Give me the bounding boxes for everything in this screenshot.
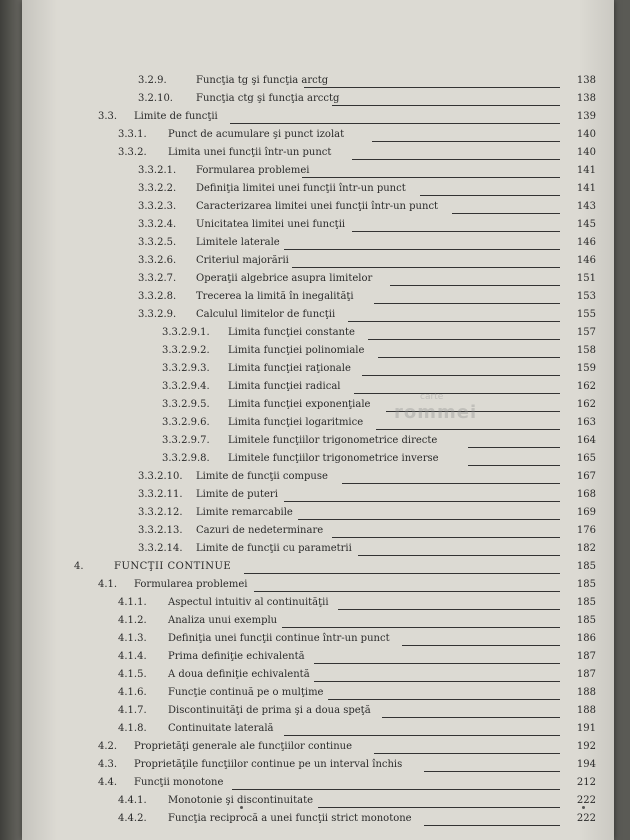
toc-entry-title: Limite remarcabile	[196, 507, 293, 518]
toc-leader-line	[348, 321, 560, 322]
toc-entry	[22, 774, 614, 792]
toc-entry-title: Limita funcţiei raţionale	[228, 363, 351, 374]
toc-entry	[22, 504, 614, 522]
toc-entry-number: 3.3.	[98, 111, 118, 122]
toc-entry-title: Limite de funcţii compuse	[196, 471, 328, 482]
toc-leader-line	[352, 231, 560, 232]
toc-entry-page: 141	[576, 165, 596, 176]
toc-entry	[22, 306, 614, 324]
toc-entry-number: 3.3.2.9.7.	[162, 435, 210, 446]
toc-entry-page: 192	[576, 741, 596, 752]
toc-entry-page: 138	[576, 93, 596, 104]
toc-entry-title: Funcţie continuă pe o mulţime	[168, 687, 324, 698]
watermark-line2: rommei	[394, 402, 478, 423]
toc-entry-number: 4.4.1.	[118, 795, 147, 806]
toc-entry-title: Limita funcţiei radical	[228, 381, 341, 392]
toc-entry-number: 3.3.1.	[118, 129, 147, 140]
toc-entry-number: 4.4.	[98, 777, 118, 788]
toc-entry	[22, 594, 614, 612]
toc-leader-line	[468, 465, 560, 466]
toc-entry-number: 3.3.2.2.	[138, 183, 177, 194]
toc-entry-title: Limitele funcţiilor trigonometrice directe	[228, 435, 438, 446]
toc-entry-title: Proprietăţile funcţiilor continue pe un interval închis	[134, 759, 403, 770]
toc-entry-number: 4.1.2.	[118, 615, 147, 626]
toc-entry-page: 212	[576, 777, 596, 788]
toc-entry-number: 3.3.2.6.	[138, 255, 177, 266]
toc-entry-title: Limite de funcţii	[134, 111, 218, 122]
toc-leader-line	[342, 483, 560, 484]
toc-entry-number: 4.1.1.	[118, 597, 147, 608]
toc-leader-line	[284, 249, 560, 250]
toc-entry-page: 176	[576, 525, 596, 536]
toc-leader-line	[338, 609, 560, 610]
toc-leader-line	[298, 519, 560, 520]
toc-entry-title: Limita funcţiei exponenţiale	[228, 399, 371, 410]
toc-entry	[22, 666, 614, 684]
toc-entry-number: 4.4.2.	[118, 813, 147, 824]
toc-entry	[22, 612, 614, 630]
toc-entry-title: Caracterizarea limitei unei funcţii într-un punct	[196, 201, 439, 212]
toc-leader-line	[304, 87, 560, 88]
toc-entry	[22, 234, 614, 252]
toc-entry-number: 3.3.2.	[118, 147, 147, 158]
toc-entry-title: Discontinuităţi de prima şi a doua speţă	[168, 705, 371, 716]
toc-entry-title: Limita funcţiei polinomiale	[228, 345, 365, 356]
toc-entry-number: 3.3.2.13.	[138, 525, 183, 536]
toc-entry-page: 194	[576, 759, 596, 770]
toc-leader-line	[244, 573, 560, 574]
toc-entry	[22, 252, 614, 270]
toc-entry-page: 185	[576, 579, 596, 590]
toc-leader-line	[358, 555, 560, 556]
toc-entry-number: 3.3.2.9.4.	[162, 381, 210, 392]
toc-entry-page: 146	[576, 255, 596, 266]
toc-entry-title: Operaţii algebrice asupra limitelor	[196, 273, 373, 284]
toc-entry-page: 185	[576, 597, 596, 608]
toc-entry-number: 4.1.8.	[118, 723, 147, 734]
toc-entry	[22, 108, 614, 126]
toc-entry-title: Trecerea la limită în inegalităţi	[196, 291, 354, 302]
toc-entry	[22, 216, 614, 234]
toc-entry-page: 155	[576, 309, 596, 320]
toc-leader-line	[382, 717, 560, 718]
toc-entry-number: 3.3.2.9.3.	[162, 363, 210, 374]
toc-entry	[22, 198, 614, 216]
toc-entry-number: 4.1.	[98, 579, 118, 590]
toc-entry	[22, 72, 614, 90]
toc-entry-number: 3.2.10.	[138, 93, 173, 104]
toc-entry-page: 140	[576, 147, 596, 158]
toc-entry-page: 169	[576, 507, 596, 518]
toc-entry	[22, 432, 614, 450]
toc-entry	[22, 270, 614, 288]
toc-entry-number: 3.3.2.14.	[138, 543, 183, 554]
toc-leader-line	[332, 537, 560, 538]
toc-entry-number: 3.3.2.9.2.	[162, 345, 210, 356]
toc-entry-page: 188	[576, 705, 596, 716]
toc-entry-page: 185	[576, 561, 596, 572]
toc-entry-number: 3.3.2.9.8.	[162, 453, 210, 464]
toc-entry	[22, 540, 614, 558]
toc-entry	[22, 810, 614, 828]
toc-entry-title: Limitele funcţiilor trigonometrice inverse	[228, 453, 439, 464]
toc-entry-number: 3.3.2.9.6.	[162, 417, 210, 428]
toc-leader-line	[420, 195, 560, 196]
toc-entry	[22, 288, 614, 306]
toc-entry-title: Funcţia reciprocă a unei funcţii strict monotone	[168, 813, 412, 824]
toc-leader-line	[230, 123, 560, 124]
toc-leader-line	[468, 447, 560, 448]
toc-entry	[22, 342, 614, 360]
toc-entry-page: 143	[576, 201, 596, 212]
toc-leader-line	[424, 771, 560, 772]
toc-entry	[22, 486, 614, 504]
toc-entry-title: Prima definiţie echivalentă	[168, 651, 305, 662]
toc-entry	[22, 756, 614, 774]
toc-leader-line	[374, 303, 560, 304]
watermark	[394, 392, 484, 422]
toc-entry-page: 185	[576, 615, 596, 626]
toc-entry-title: Limite de funcţii cu parametrii	[196, 543, 352, 554]
toc-entry-page: 187	[576, 669, 596, 680]
toc-entry-page: 191	[576, 723, 596, 734]
toc-entry-page: 168	[576, 489, 596, 500]
toc-entry	[22, 396, 614, 414]
toc-leader-line	[284, 735, 560, 736]
watermark-line1: carte	[420, 392, 444, 402]
toc-entry-page: 167	[576, 471, 596, 482]
toc-entry-title: Funcţia tg şi funcţia arctg	[196, 75, 329, 86]
toc-entry-title: Criteriul majorării	[196, 255, 289, 266]
toc-entry	[22, 702, 614, 720]
toc-entry-title: Continuitate laterală	[168, 723, 274, 734]
toc-leader-line	[390, 285, 560, 286]
toc-entry-page: 157	[576, 327, 596, 338]
toc-entry	[22, 360, 614, 378]
toc-leader-line	[376, 429, 560, 430]
toc-entry-number: 4.1.7.	[118, 705, 147, 716]
toc-entry	[22, 630, 614, 648]
toc-entry-number: 3.2.9.	[138, 75, 167, 86]
toc-entry-number: 4.1.5.	[118, 669, 147, 680]
toc-entry-title: Monotonie şi discontinuitate	[168, 795, 314, 806]
toc-entry-number: 3.3.2.8.	[138, 291, 177, 302]
toc-entry-title: Limite de puteri	[196, 489, 278, 500]
toc-entry-title: Analiza unui exemplu	[168, 615, 278, 626]
toc-entry-title: Limita funcţiei logaritmice	[228, 417, 364, 428]
toc-entry-title: FUNCŢII CONTINUE	[114, 561, 232, 572]
toc-entry-number: 3.3.2.12.	[138, 507, 183, 518]
toc-entry	[22, 522, 614, 540]
toc-entry	[22, 450, 614, 468]
toc-leader-line	[284, 501, 560, 502]
toc-entry-page: 164	[576, 435, 596, 446]
toc-entry-number: 3.3.2.7.	[138, 273, 177, 284]
toc-entry	[22, 576, 614, 594]
toc-entry	[22, 738, 614, 756]
toc-entry-title: Funcţii monotone	[134, 777, 224, 788]
toc-entry-title: Definiţia limitei unei funcţii într-un punct	[196, 183, 406, 194]
toc-entry-number: 4.1.4.	[118, 651, 147, 662]
toc-leader-line	[292, 267, 560, 268]
toc-entry-page: 222	[576, 813, 596, 824]
toc-entry-title: Punct de acumulare şi punct izolat	[168, 129, 345, 140]
toc-entry	[22, 378, 614, 396]
paper-speck	[240, 806, 243, 809]
toc-entry	[22, 414, 614, 432]
toc-entry	[22, 648, 614, 666]
toc-leader-line	[378, 357, 560, 358]
toc-entry-number: 4.2.	[98, 741, 118, 752]
toc-entry-page: 145	[576, 219, 596, 230]
toc-leader-line	[332, 105, 560, 106]
toc-entry-title: Calculul limitelor de funcţii	[196, 309, 336, 320]
toc-entry	[22, 558, 614, 576]
toc-entry	[22, 90, 614, 108]
toc-leader-line	[402, 645, 560, 646]
toc-entry-page: 162	[576, 399, 596, 410]
toc-entry-number: 3.3.2.4.	[138, 219, 177, 230]
toc-entry-title: Limita unei funcţii într-un punct	[168, 147, 332, 158]
toc-entry-page: 159	[576, 363, 596, 374]
toc-leader-line	[282, 627, 560, 628]
toc-entry-page: 182	[576, 543, 596, 554]
table-of-contents	[22, 0, 614, 840]
toc-entry-page: 222	[576, 795, 596, 806]
toc-entry-title: Proprietăţi generale ale funcţiilor continue	[134, 741, 353, 752]
toc-entry-title: Limita funcţiei constante	[228, 327, 355, 338]
toc-leader-line	[452, 213, 560, 214]
toc-entry-number: 3.3.2.11.	[138, 489, 183, 500]
toc-entry-title: Cazuri de nedeterminare	[196, 525, 324, 536]
toc-entry-page: 163	[576, 417, 596, 428]
toc-entry-number: 3.3.2.1.	[138, 165, 177, 176]
toc-leader-line	[302, 177, 560, 178]
toc-leader-line	[374, 753, 560, 754]
toc-entry-title: Aspectul intuitiv al continuităţii	[168, 597, 329, 608]
toc-entry	[22, 126, 614, 144]
toc-entry	[22, 324, 614, 342]
toc-entry-page: 188	[576, 687, 596, 698]
toc-leader-line	[372, 141, 560, 142]
toc-leader-line	[318, 807, 560, 808]
toc-leader-line	[232, 789, 560, 790]
toc-leader-line	[328, 699, 560, 700]
toc-entry-number: 4.	[74, 561, 84, 572]
toc-entry	[22, 684, 614, 702]
toc-entry-page: 140	[576, 129, 596, 140]
toc-entry	[22, 468, 614, 486]
toc-entry-title: Funcţia ctg şi funcţia arcctg	[196, 93, 340, 104]
toc-leader-line	[254, 591, 560, 592]
toc-entry-title: Formularea problemei	[196, 165, 310, 176]
toc-leader-line	[362, 375, 560, 376]
toc-entry-title: Limitele laterale	[196, 237, 280, 248]
toc-entry-page: 153	[576, 291, 596, 302]
paper-speck	[582, 806, 585, 809]
toc-entry-number: 4.1.3.	[118, 633, 147, 644]
toc-leader-line	[314, 681, 560, 682]
toc-entry-title: Formularea problemei	[134, 579, 248, 590]
toc-leader-line	[352, 159, 560, 160]
toc-entry-number: 3.3.2.9.5.	[162, 399, 210, 410]
toc-entry-number: 3.3.2.9.1.	[162, 327, 210, 338]
toc-entry-page: 151	[576, 273, 596, 284]
toc-leader-line	[368, 339, 560, 340]
toc-entry-title: A doua definiţie echivalentă	[168, 669, 310, 680]
toc-entry-page: 158	[576, 345, 596, 356]
toc-entry-page: 186	[576, 633, 596, 644]
book-spine-shadow	[0, 0, 22, 840]
toc-entry-page: 141	[576, 183, 596, 194]
toc-entry-number: 3.3.2.9.	[138, 309, 177, 320]
toc-entry-page: 146	[576, 237, 596, 248]
toc-leader-line	[424, 825, 560, 826]
toc-entry	[22, 792, 614, 810]
toc-entry-page: 162	[576, 381, 596, 392]
toc-entry	[22, 180, 614, 198]
toc-entry-title: Definiţia unei funcţii continue într-un punct	[168, 633, 390, 644]
toc-entry-page: 138	[576, 75, 596, 86]
toc-leader-line	[314, 663, 560, 664]
toc-entry	[22, 720, 614, 738]
toc-entry-number: 4.1.6.	[118, 687, 147, 698]
toc-entry-number: 3.3.2.10.	[138, 471, 183, 482]
toc-entry-page: 187	[576, 651, 596, 662]
toc-entry-page: 165	[576, 453, 596, 464]
toc-entry	[22, 162, 614, 180]
book-page	[22, 0, 614, 840]
toc-entry-number: 3.3.2.5.	[138, 237, 177, 248]
toc-entry-number: 3.3.2.3.	[138, 201, 177, 212]
toc-entry	[22, 144, 614, 162]
toc-entry-title: Unicitatea limitei unei funcţii	[196, 219, 346, 230]
toc-entry-page: 139	[576, 111, 596, 122]
toc-entry-number: 4.3.	[98, 759, 118, 770]
